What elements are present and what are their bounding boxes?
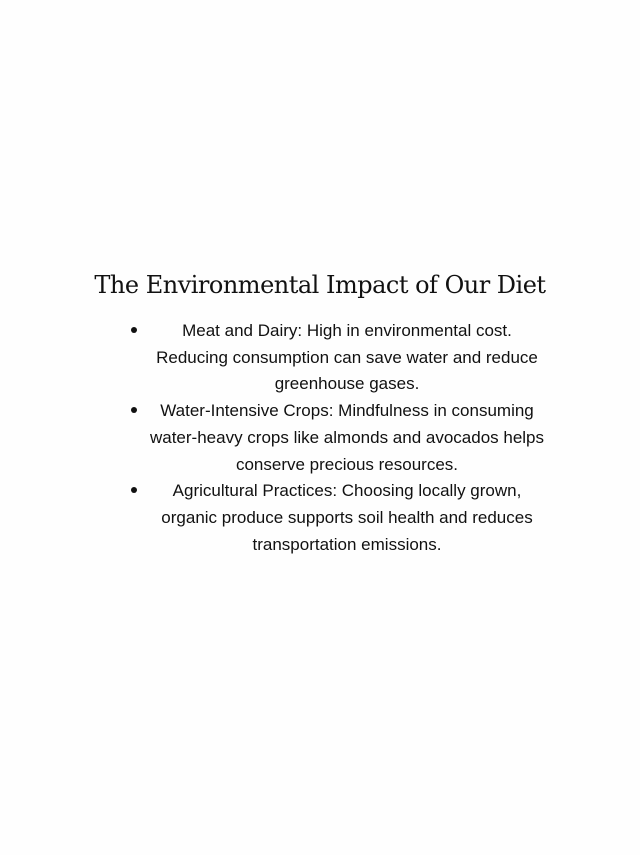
bullet-icon	[131, 487, 137, 493]
bullet-list	[126, 318, 546, 558]
page-title: The Environmental Impact of Our Diet	[94, 271, 546, 299]
bullet-icon	[131, 407, 137, 413]
list-item	[126, 478, 546, 558]
list-item	[126, 398, 546, 478]
list-item-text: Water-Intensive Crops: Mindfulness in consuming water-heavy crops like almonds and avocados helps conserve precious resources.	[149, 401, 545, 474]
list-item-text: Agricultural Practices: Choosing locally grown, organic produce supports soil health and reduces transportation emissions.	[161, 481, 533, 554]
list-item	[126, 318, 546, 398]
bullet-icon	[131, 327, 137, 333]
list-item-text: Meat and Dairy: High in environmental cost. Reducing consumption can save water and reduce greenhouse gases.	[156, 321, 538, 394]
